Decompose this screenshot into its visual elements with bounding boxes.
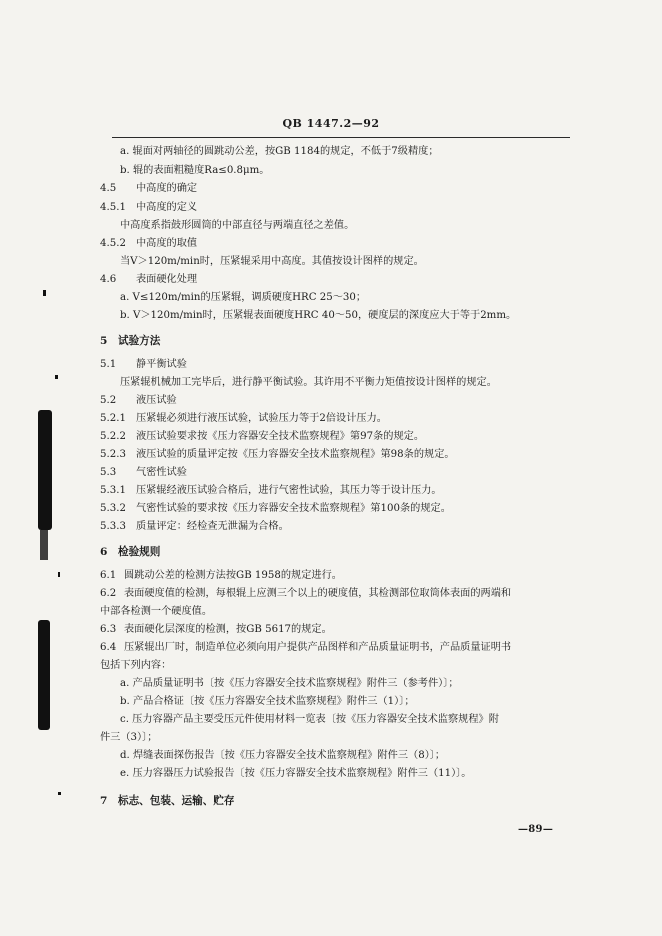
clause-4-5-2-text: 当V＞120m/min时，压紧辊采用中高度。其值按设计图样的规定。 (120, 256, 424, 267)
scan-shadow-mark (38, 410, 52, 530)
clause-5-3-2: 5.3.2 气密性试验的要求按《压力容器安全技术监察规程》第100条的规定。 (100, 503, 451, 514)
clause-5-2-1: 5.2.1 压紧辊必须进行液压试验，试验压力等于2倍设计压力。 (100, 413, 387, 424)
item-6-4-e: e. 压力容器压力试验报告〔按《压力容器安全技术监察规程》附件三（11）〕。 (120, 768, 472, 779)
scan-shadow-mark (40, 530, 48, 560)
item-4-4-a: a. 辊面对两轴径的圆跳动公差，按GB 1184的规定，不低于7级精度； (120, 146, 439, 157)
clause-5-3-3: 5.3.3 质量评定：经检查无泄漏为合格。 (100, 521, 289, 532)
clause-6-4-cont: 包括下列内容： (100, 660, 172, 671)
section-6-heading: 6 检验规则 (100, 546, 161, 558)
clause-5-3-heading: 5.3 气密性试验 (100, 467, 187, 478)
clause-5-1-text: 压紧辊机械加工完毕后，进行静平衡试验。其许用不平衡力矩值按设计图样的规定。 (120, 377, 497, 388)
scan-speck (58, 792, 61, 795)
standard-code-header: QB 1447.2—92 (282, 117, 380, 130)
clause-4-5-1-heading: 4.5.1 中高度的定义 (100, 202, 198, 213)
clause-6-3: 6.3 表面硬化层深度的检测，按GB 5617的规定。 (100, 624, 332, 635)
clause-4-5-2-heading: 4.5.2 中高度的取值 (100, 238, 198, 249)
item-6-4-b: b. 产品合格证〔按《压力容器安全技术监察规程》附件三（1）〕； (120, 696, 415, 707)
clause-6-2-cont: 中部各检测一个硬度值。 (100, 606, 213, 617)
item-4-6-a: a. V≤120m/min的压紧辊，调质硬度HRC 25～30； (120, 292, 367, 303)
item-6-4-d: d. 焊缝表面探伤报告〔按《压力容器安全技术监察规程》附件三（8）〕； (120, 750, 446, 761)
item-4-4-b: b. 辊的表面粗糙度Ra≤0.8μm。 (120, 165, 270, 176)
clause-5-1-heading: 5.1 静平衡试验 (100, 359, 187, 370)
item-4-6-b: b. V＞120m/min时，压紧辊表面硬度HRC 40～50，硬度层的深度应大于等于2mm。 (120, 310, 517, 321)
clause-6-1: 6.1 圆跳动公差的检测方法按GB 1958的规定进行。 (100, 570, 342, 581)
scan-speck (55, 375, 58, 379)
clause-5-3-1: 5.3.1 压紧辊经液压试验合格后，进行气密性试验，其压力等于设计压力。 (100, 485, 442, 496)
clause-6-4: 6.4 压紧辊出厂时，制造单位必须向用户提供产品图样和产品质量证明书，产品质量证明书 (100, 642, 512, 653)
clause-4-6-heading: 4.6 表面硬化处理 (100, 274, 198, 285)
item-6-4-a: a. 产品质量证明书〔按《压力容器安全技术监察规程》附件三（参考件）〕； (120, 678, 459, 689)
item-6-4-c: c. 压力容器产品主要受压元件使用材料一览表〔按《压力容器安全技术监察规程》附 (120, 714, 499, 725)
page-number: —89— (518, 824, 554, 835)
clause-6-2: 6.2 表面硬度值的检测，每根辊上应测三个以上的硬度值，其检测部位取筒体表面的两端和 (100, 588, 512, 599)
section-7-heading: 7 标志、包装、运输、贮存 (100, 795, 235, 807)
clause-5-2-3: 5.2.3 液压试验的质量评定按《压力容器安全技术监察规程》第98条的规定。 (100, 449, 455, 460)
section-5-heading: 5 试验方法 (100, 335, 161, 347)
header-rule (112, 137, 570, 138)
clause-4-5-1-text: 中高度系指鼓形圆筒的中部直径与两端直径之差值。 (120, 220, 355, 231)
clause-5-2-2: 5.2.2 液压试验要求按《压力容器安全技术监察规程》第97条的规定。 (100, 431, 425, 442)
scan-speck (43, 290, 46, 296)
clause-4-5-heading: 4.5 中高度的确定 (100, 183, 198, 194)
scan-speck (58, 572, 60, 577)
scan-shadow-mark (38, 620, 50, 730)
item-6-4-c-cont: 件三（3）〕； (100, 732, 158, 743)
clause-5-2-heading: 5.2 液压试验 (100, 395, 177, 406)
